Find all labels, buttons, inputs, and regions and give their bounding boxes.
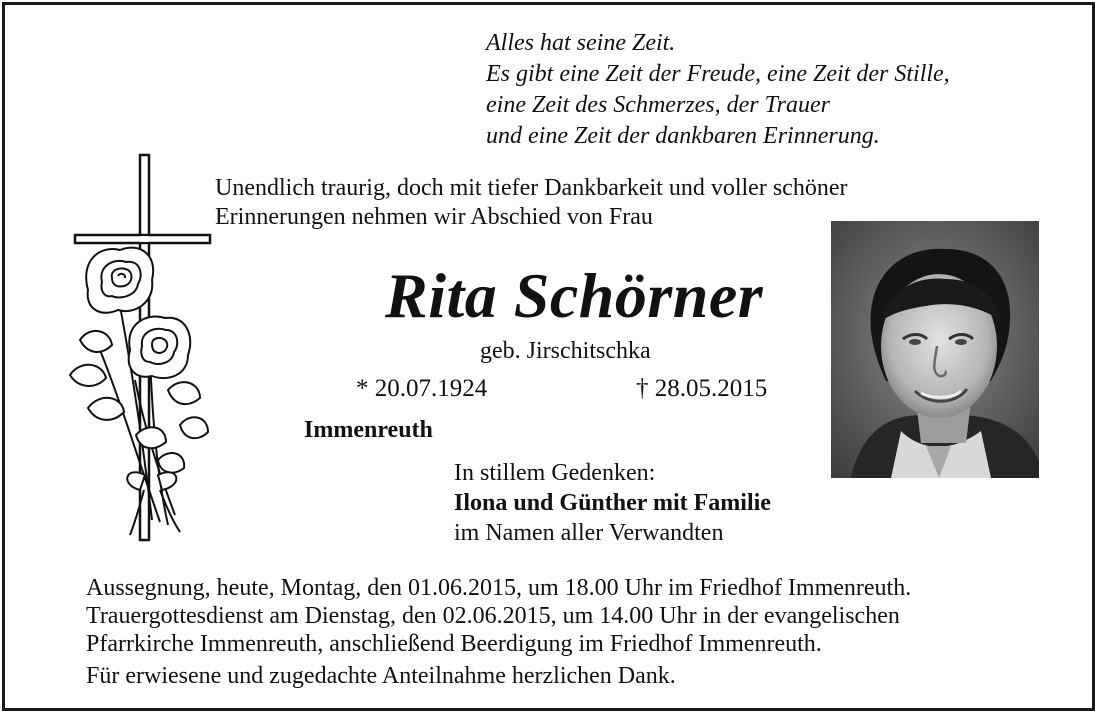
motto-line: Alles hat seine Zeit. xyxy=(486,30,676,56)
mourners-block xyxy=(454,458,771,548)
motto-line: Es gibt eine Zeit der Freude, eine Zeit der Stille, xyxy=(486,61,950,87)
motto-line: und eine Zeit der dankbaren Erinnerung. xyxy=(486,123,880,149)
service-line: Aussegnung, heute, Montag, den 01.06.2015, um 18.00 Uhr im Friedhof Immenreuth. xyxy=(86,575,912,601)
mourners-relatives: im Namen aller Verwandten xyxy=(454,520,724,546)
intro-line: Erinnerungen nehmen wir Abschied von Frau xyxy=(215,204,653,230)
hometown: Immenreuth xyxy=(304,417,433,443)
intro-line: Unendlich traurig, doch mit tiefer Dankbarkeit und voller schöner xyxy=(215,175,848,201)
cross-with-roses-icon xyxy=(40,150,240,560)
portrait-photo xyxy=(831,221,1039,478)
maiden-name: geb. Jirschitschka xyxy=(480,338,651,364)
motto-verse xyxy=(486,28,1066,152)
service-line: Pfarrkirche Immenreuth, anschließend Beerdigung im Friedhof Immenreuth. xyxy=(86,631,822,657)
birth-date: * 20.07.1924 xyxy=(356,375,488,402)
motto-line: eine Zeit des Schmerzes, der Trauer xyxy=(486,92,830,118)
mourners-names: Ilona und Günther mit Familie xyxy=(454,490,771,516)
service-line: Trauergottesdienst am Dienstag, den 02.06.2015, um 14.00 Uhr in der evangelischen xyxy=(86,603,900,629)
thanks-line: Für erwiesene und zugedachte Anteilnahme herzlichen Dank. xyxy=(86,663,676,689)
death-date: † 28.05.2015 xyxy=(636,375,768,402)
deceased-name: Rita Schörner xyxy=(385,260,764,331)
service-details xyxy=(86,574,1076,690)
mourners-heading: In stillem Gedenken: xyxy=(454,460,656,486)
